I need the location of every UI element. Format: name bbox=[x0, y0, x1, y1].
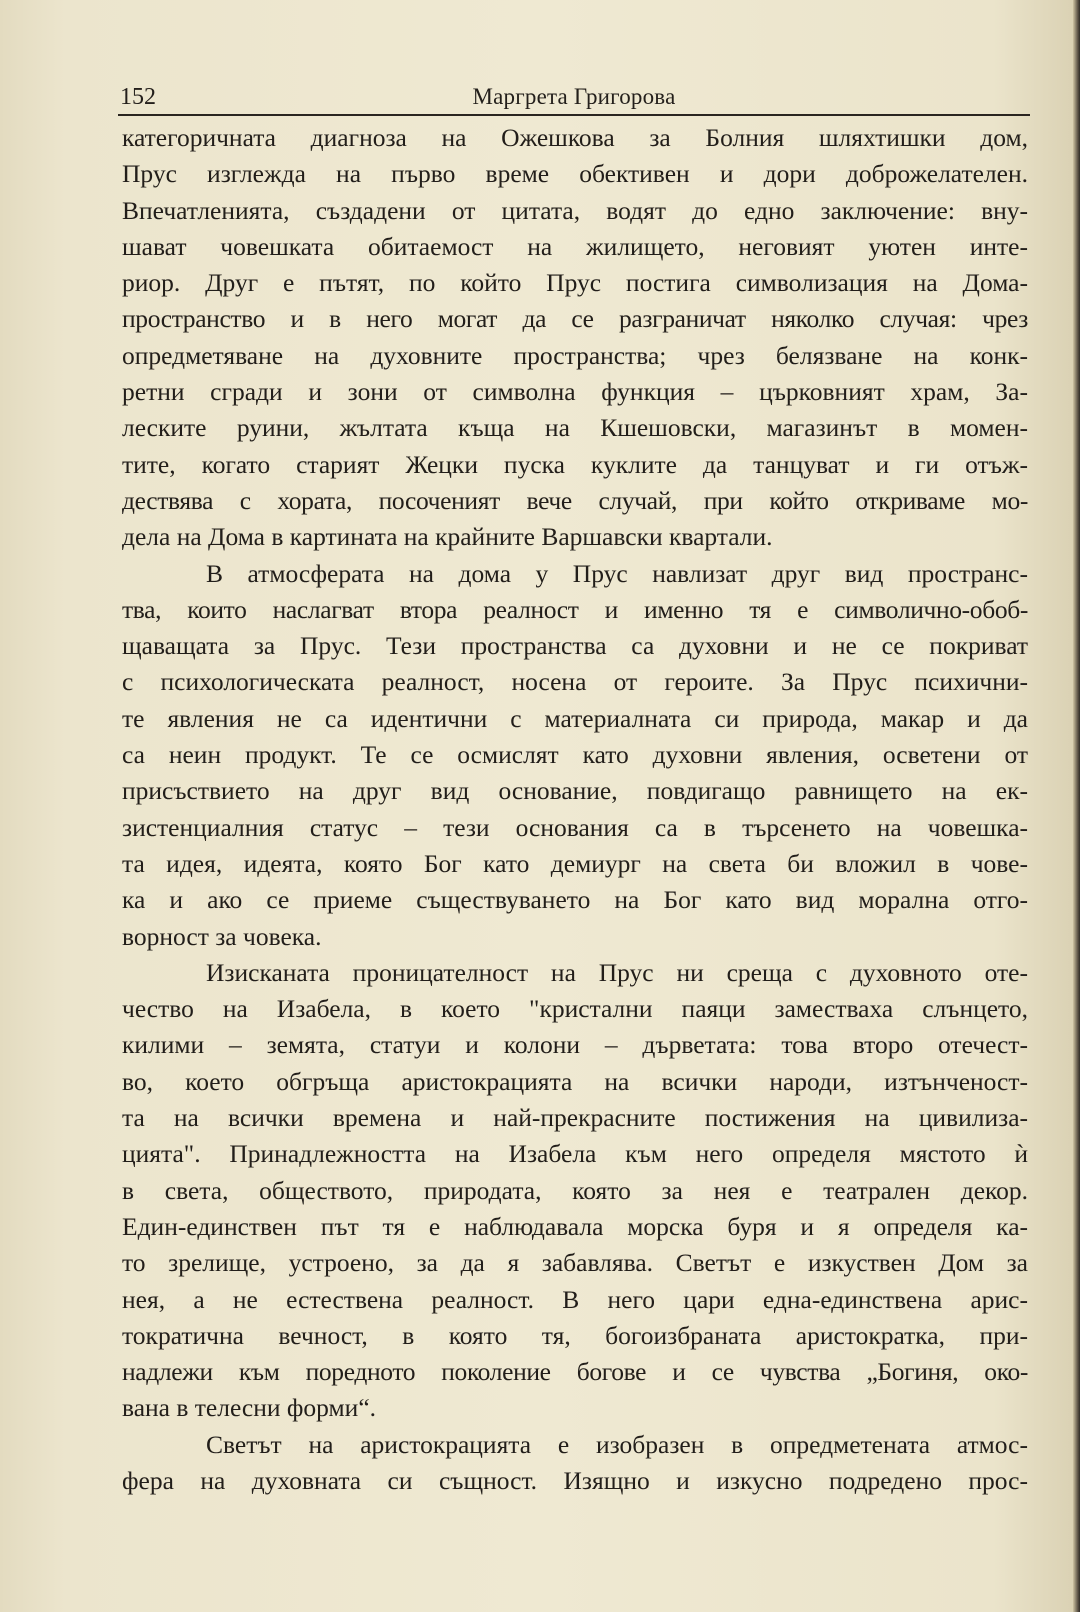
text-line: шават човешката обитаемост на жилището, неговият уютен инте- bbox=[122, 231, 1028, 261]
text-line: зистенциалния статус – тези основания са в търсенето на човешка- bbox=[122, 812, 1028, 842]
paragraph bbox=[122, 120, 1028, 556]
paragraph bbox=[122, 1427, 1028, 1500]
text-line: та идея, идеята, която Бог като демиург на света би вложил в чове- bbox=[122, 848, 1028, 878]
text-line: с психологическата реалност, носена от героите. За Прус психични- bbox=[122, 667, 1028, 697]
text-line: пространство и в него могат да се разграничат няколко случая: чрез bbox=[122, 304, 1028, 334]
text-line: ка и ако се приеме съществуването на Бог като вид морална отго- bbox=[122, 885, 1028, 915]
text-line: В атмосферата на дома у Прус навлизат друг вид пространс- bbox=[206, 558, 1028, 588]
text-line: Изисканата проницателност на Прус ни среща с духовното оте- bbox=[206, 957, 1028, 987]
text-line: во, което обгръща аристокрацията на всички народи, изтънченост- bbox=[122, 1066, 1028, 1096]
text-line: надлежи към поредното поколение богове и се чувства „Богиня, око- bbox=[122, 1357, 1028, 1387]
text-line: в света, обществото, природата, която за нея е театрален декор. bbox=[122, 1175, 1028, 1205]
text-line: тократична вечност, в която тя, богоизбраната аристократка, при- bbox=[122, 1320, 1028, 1350]
text-line: леските руини, жълтата къща на Кшешовски, магазинът в момен- bbox=[122, 413, 1028, 443]
text-line: дествява с хората, посоченият вече случай, при който откриваме мо- bbox=[122, 485, 1028, 515]
text-line: Светът на аристокрацията е изобразен в опредметената атмос- bbox=[206, 1429, 1028, 1459]
text-line: Впечатленията, създадени от цитата, водят до едно заключение: вну- bbox=[122, 195, 1028, 225]
text-line: то зрелище, устроено, за да я забавлява. Светът е изкуствен Дом за bbox=[122, 1248, 1028, 1278]
page-header bbox=[118, 80, 1030, 116]
text-line: цията". Принадлежността на Изабела към него определя мястото ѝ bbox=[122, 1139, 1028, 1169]
text-line: фера на духовната си същност. Изящно и изкусно подредено прос- bbox=[122, 1465, 1028, 1495]
text-line: чество на Изабела, в което "кристални паяци заместваха слънцето, bbox=[122, 994, 1028, 1024]
body-text bbox=[122, 120, 1028, 1499]
text-line: ретни сгради и зони от символна функция – църковният храм, За- bbox=[122, 377, 1028, 407]
text-line: ворност за човека. bbox=[122, 921, 322, 951]
text-line: те явления не са идентични с материалната си природа, макар и да bbox=[122, 703, 1028, 733]
text-line: присъствието на друг вид основание, повдигащо равнището на ек- bbox=[122, 776, 1028, 806]
text-line: нея, а не естествена реалност. В него цари една-единствена арис- bbox=[122, 1284, 1028, 1314]
text-line: та на всички времена и най-прекрасните постижения на цивилиза- bbox=[122, 1103, 1028, 1133]
text-line: щаващата за Прус. Тези пространства са духовни и не се покриват bbox=[122, 631, 1028, 661]
text-line: опредметяване на духовните пространства; чрез белязване на конк- bbox=[122, 340, 1028, 370]
text-line: дела на Дома в картината на крайните Варшавски квартали. bbox=[122, 522, 773, 552]
paragraph bbox=[122, 556, 1028, 955]
paragraph bbox=[122, 955, 1028, 1427]
page-number: 152 bbox=[120, 84, 156, 110]
text-line: Един-единствен път тя е наблюдавала морска буря и я определя ка- bbox=[122, 1211, 1028, 1241]
text-line: вана в телесни форми“. bbox=[122, 1393, 377, 1423]
text-line: са неин продукт. Те се осмислят като духовни явления, осветени от bbox=[122, 740, 1028, 770]
text-line: килими – земята, статуи и колони – дърветата: това второ отечест- bbox=[122, 1030, 1028, 1060]
text-line: риор. Друг е пътят, по който Прус постига символизация на Дома- bbox=[122, 268, 1028, 298]
text-line: Прус изглежда на първо време обективен и дори доброжелателен. bbox=[122, 159, 1028, 189]
text-line: категоричната диагноза на Ожешкова за Болния шляхтишки дом, bbox=[122, 123, 1028, 152]
text-line: тва, които наслагват втора реалност и именно тя е символично-обоб- bbox=[122, 594, 1028, 624]
running-head: Маргрета Григорова bbox=[472, 84, 676, 109]
page-edge-shadow bbox=[1073, 0, 1080, 1612]
text-line: тите, когато старият Жецки пуска куклите да танцуват и ги отъж- bbox=[122, 449, 1028, 479]
